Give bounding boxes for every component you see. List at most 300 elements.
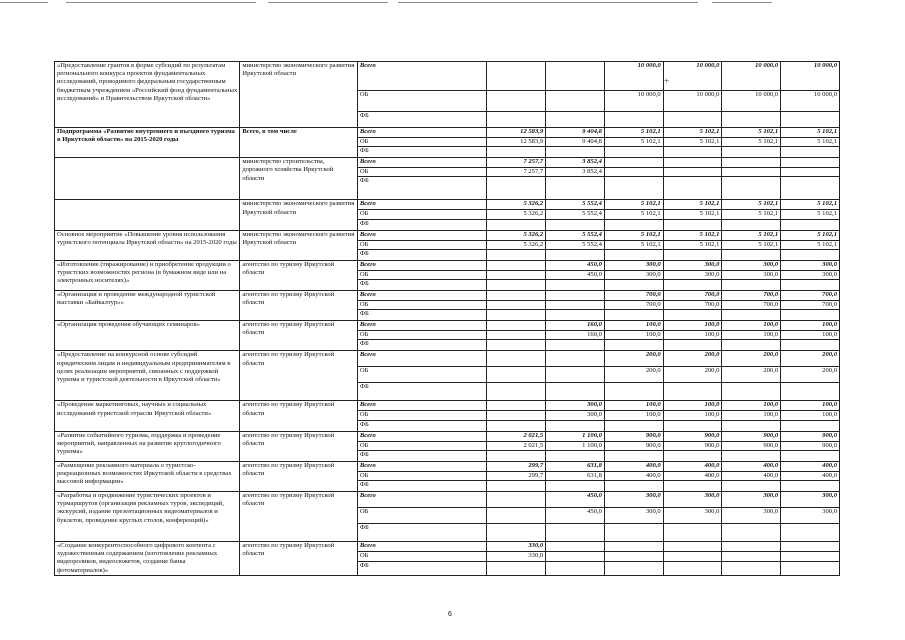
amount-cell: 100,0 — [781, 321, 840, 331]
amount-cell — [722, 177, 781, 200]
amount-cell — [781, 219, 840, 230]
amount-cell — [722, 542, 781, 552]
amount-cell — [663, 552, 722, 561]
amount-cell — [781, 383, 840, 401]
amount-cell — [604, 249, 663, 260]
table-row — [55, 158, 840, 168]
amount-cell: 5 102,1 — [722, 128, 781, 138]
amount-cell: 900,0 — [663, 441, 722, 450]
amount-cell: 10 000,0 — [663, 91, 722, 112]
amount-cell — [546, 112, 605, 128]
amount-cell — [604, 383, 663, 401]
measure-name-cell: «Размещение рекламного материала о туристско-рекреационных возможностях Иркутской области в средствах массовой информации» — [55, 461, 240, 491]
amount-cell: 400,0 — [722, 461, 781, 471]
table-row — [55, 401, 840, 411]
amount-cell — [546, 62, 605, 91]
table-row — [55, 542, 840, 552]
amount-cell: 7 257,7 — [487, 158, 546, 168]
measure-name-cell: «Предоставление на конкурсной основе субсидий юридическим лицам и индивидуальным предпринимателям в целях реализации мероприятий, связанных с поддержкой туризма и туристской деятельности в Иркутской области» — [55, 351, 240, 401]
amount-cell: 330,0 — [487, 542, 546, 552]
amount-cell: 300,0 — [781, 508, 840, 524]
amount-cell — [604, 481, 663, 492]
funding-source-cell: ФБ — [357, 310, 487, 321]
funding-source-cell: ФБ — [357, 340, 487, 351]
amount-cell: 400,0 — [663, 461, 722, 471]
funding-source-cell: ФБ — [357, 147, 487, 158]
amount-cell: 300,0 — [722, 492, 781, 508]
amount-cell — [781, 552, 840, 561]
amount-cell: 300,0 — [781, 492, 840, 508]
amount-cell — [546, 524, 605, 542]
funding-source-cell: ФБ — [357, 177, 487, 200]
amount-cell — [487, 280, 546, 291]
amount-cell — [781, 450, 840, 461]
amount-cell: 5 326,2 — [487, 230, 546, 240]
amount-cell — [663, 561, 722, 575]
amount-cell — [722, 219, 781, 230]
funding-source-cell: ФБ — [357, 383, 487, 401]
amount-cell — [604, 542, 663, 552]
amount-cell — [722, 310, 781, 321]
funding-source-cell: Всего — [357, 431, 487, 441]
amount-cell — [487, 219, 546, 230]
amount-cell — [604, 420, 663, 431]
amount-cell: 100,0 — [722, 411, 781, 420]
amount-cell: 100,0 — [604, 331, 663, 340]
funding-source-cell: ФБ — [357, 249, 487, 260]
amount-cell — [722, 383, 781, 401]
amount-cell — [546, 301, 605, 310]
amount-cell: 400,0 — [781, 471, 840, 480]
amount-cell: 300,0 — [546, 401, 605, 411]
amount-cell: 450,0 — [546, 508, 605, 524]
measure-name-cell: «Изготовление (тиражирование) и приобретение продукции о туристских возможностях региона (в бумажном виде или на электронных носителях)» — [55, 260, 240, 290]
amount-cell — [487, 331, 546, 340]
measure-name-cell — [55, 200, 240, 230]
amount-cell: 900,0 — [663, 431, 722, 441]
amount-cell: 12 583,9 — [487, 128, 546, 138]
funding-source-cell: ОБ — [357, 411, 487, 420]
measure-name-cell: «Развитие событийного туризма, поддержка и проведение мероприятий, направленных на развитие круглогодичного туризма» — [55, 431, 240, 461]
table-row — [55, 230, 840, 240]
amount-cell: 9 404,8 — [546, 128, 605, 138]
amount-cell — [546, 219, 605, 230]
amount-cell: 900,0 — [604, 431, 663, 441]
amount-cell — [604, 450, 663, 461]
amount-cell: 5 326,2 — [487, 200, 546, 210]
amount-cell — [604, 177, 663, 200]
amount-cell: 5 552,4 — [546, 200, 605, 210]
amount-cell — [487, 450, 546, 461]
amount-cell — [604, 112, 663, 128]
amount-cell — [722, 552, 781, 561]
funding-source-cell: Всего — [357, 128, 487, 138]
amount-cell: 300,0 — [722, 508, 781, 524]
funding-source-cell: ОБ — [357, 270, 487, 279]
executor-cell: агентство по туризму Иркутской области — [240, 401, 357, 431]
amount-cell: 100,0 — [781, 331, 840, 340]
amount-cell — [487, 291, 546, 301]
funding-source-cell: ФБ — [357, 219, 487, 230]
amount-cell: 400,0 — [663, 471, 722, 480]
amount-cell: 160,0 — [546, 331, 605, 340]
amount-cell — [546, 367, 605, 383]
margin-mark: + — [664, 76, 670, 86]
funding-source-cell: ОБ — [357, 210, 487, 219]
amount-cell — [487, 147, 546, 158]
amount-cell: 200,0 — [663, 351, 722, 367]
executor-cell: министерство строительства, дорожного хозяйства Иркутской области — [240, 158, 357, 200]
table-row — [55, 200, 840, 210]
amount-cell — [663, 420, 722, 431]
amount-cell: 5 102,1 — [604, 200, 663, 210]
amount-cell: 100,0 — [663, 401, 722, 411]
funding-source-cell: ОБ — [357, 168, 487, 177]
funding-source-cell: ОБ — [357, 508, 487, 524]
amount-cell — [546, 481, 605, 492]
amount-cell: 5 102,1 — [663, 210, 722, 219]
amount-cell: 100,0 — [604, 321, 663, 331]
funding-source-cell: ФБ — [357, 450, 487, 461]
amount-cell — [487, 249, 546, 260]
executor-cell: министерство экономического развития Иркутской области — [240, 200, 357, 230]
funding-source-cell: Всего — [357, 62, 487, 91]
amount-cell — [663, 481, 722, 492]
amount-cell: 10 000,0 — [722, 62, 781, 91]
funding-source-cell: Всего — [357, 492, 487, 508]
funding-source-cell: ОБ — [357, 367, 487, 383]
table-row — [55, 461, 840, 471]
funding-source-cell: ФБ — [357, 280, 487, 291]
amount-cell — [663, 310, 722, 321]
amount-cell — [487, 524, 546, 542]
amount-cell: 5 102,1 — [722, 230, 781, 240]
amount-cell: 9 404,8 — [546, 138, 605, 147]
amount-cell — [487, 340, 546, 351]
amount-cell: 5 102,1 — [781, 210, 840, 219]
amount-cell: 900,0 — [781, 431, 840, 441]
budget-table — [54, 61, 840, 576]
amount-cell — [781, 112, 840, 128]
amount-cell: 700,0 — [663, 291, 722, 301]
amount-cell: 12 583,9 — [487, 138, 546, 147]
amount-cell — [546, 177, 605, 200]
amount-cell — [546, 291, 605, 301]
amount-cell: 200,0 — [722, 351, 781, 367]
amount-cell — [487, 401, 546, 411]
table-row — [55, 492, 840, 508]
amount-cell — [546, 420, 605, 431]
amount-cell: 160,0 — [546, 321, 605, 331]
table-row — [55, 431, 840, 441]
amount-cell: 700,0 — [781, 291, 840, 301]
amount-cell — [487, 260, 546, 270]
amount-cell: 10 000,0 — [604, 62, 663, 91]
amount-cell — [487, 62, 546, 91]
amount-cell: 900,0 — [604, 441, 663, 450]
amount-cell: 5 326,2 — [487, 210, 546, 219]
amount-cell: 5 102,1 — [722, 200, 781, 210]
amount-cell — [663, 219, 722, 230]
amount-cell: 300,0 — [604, 260, 663, 270]
amount-cell — [663, 112, 722, 128]
funding-source-cell: Всего — [357, 230, 487, 240]
amount-cell: 300,0 — [722, 270, 781, 279]
amount-cell — [487, 321, 546, 331]
amount-cell: 100,0 — [663, 411, 722, 420]
funding-source-cell: ФБ — [357, 420, 487, 431]
funding-source-cell: ОБ — [357, 91, 487, 112]
amount-cell: 5 102,1 — [781, 240, 840, 249]
amount-cell — [487, 383, 546, 401]
amount-cell: 5 102,1 — [604, 138, 663, 147]
funding-source-cell: ОБ — [357, 552, 487, 561]
funding-source-cell: ФБ — [357, 481, 487, 492]
executor-cell: агентство по туризму Иркутской области — [240, 492, 357, 542]
amount-cell: 5 102,1 — [781, 138, 840, 147]
amount-cell — [487, 481, 546, 492]
amount-cell — [781, 542, 840, 552]
amount-cell: 5 102,1 — [722, 240, 781, 249]
amount-cell: 5 102,1 — [781, 230, 840, 240]
amount-cell — [546, 351, 605, 367]
executor-cell: агентство по туризму Иркутской области — [240, 461, 357, 491]
executor-cell: агентство по туризму Иркутской области — [240, 431, 357, 461]
amount-cell — [546, 280, 605, 291]
scan-top-edge — [0, 2, 905, 3]
amount-cell — [781, 158, 840, 168]
measure-name-cell: «Проведение маркетинговых, научных и социальных исследований туристской отрасли Иркутской области» — [55, 401, 240, 431]
amount-cell — [722, 420, 781, 431]
amount-cell — [604, 310, 663, 321]
amount-cell: 100,0 — [722, 331, 781, 340]
amount-cell — [546, 91, 605, 112]
amount-cell — [604, 340, 663, 351]
amount-cell — [781, 420, 840, 431]
amount-cell: 300,0 — [663, 270, 722, 279]
table-row — [55, 128, 840, 138]
amount-cell: 5 102,1 — [604, 128, 663, 138]
amount-cell — [487, 492, 546, 508]
amount-cell — [546, 561, 605, 575]
amount-cell — [722, 340, 781, 351]
amount-cell: 631,8 — [546, 461, 605, 471]
amount-cell — [781, 249, 840, 260]
amount-cell: 200,0 — [604, 351, 663, 367]
amount-cell — [722, 280, 781, 291]
amount-cell: 700,0 — [781, 301, 840, 310]
amount-cell: 200,0 — [663, 367, 722, 383]
funding-source-cell: Всего — [357, 351, 487, 367]
amount-cell — [722, 450, 781, 461]
amount-cell: 300,0 — [663, 260, 722, 270]
amount-cell — [781, 177, 840, 200]
amount-cell — [781, 481, 840, 492]
amount-cell: 5 102,1 — [604, 240, 663, 249]
funding-source-cell: Всего — [357, 291, 487, 301]
measure-name-cell — [55, 158, 240, 200]
table-row — [55, 62, 840, 91]
amount-cell: 5 102,1 — [663, 230, 722, 240]
amount-cell — [546, 552, 605, 561]
executor-cell: агентство по туризму Иркутской области — [240, 542, 357, 576]
amount-cell — [546, 340, 605, 351]
funding-source-cell: ОБ — [357, 301, 487, 310]
amount-cell: 200,0 — [722, 367, 781, 383]
amount-cell: 10 000,0 — [722, 91, 781, 112]
amount-cell: 300,0 — [781, 260, 840, 270]
amount-cell: 10 000,0 — [604, 91, 663, 112]
amount-cell: 300,0 — [722, 260, 781, 270]
amount-cell: 1 100,0 — [546, 441, 605, 450]
amount-cell — [487, 351, 546, 367]
amount-cell: 450,0 — [546, 492, 605, 508]
funding-source-cell: ФБ — [357, 524, 487, 542]
executor-cell: министерство экономического развития Иркутской области — [240, 230, 357, 260]
amount-cell — [781, 340, 840, 351]
amount-cell — [604, 168, 663, 177]
amount-cell: 2 021,5 — [487, 441, 546, 450]
amount-cell — [487, 91, 546, 112]
funding-source-cell: ОБ — [357, 441, 487, 450]
amount-cell: 5 102,1 — [663, 138, 722, 147]
amount-cell: 100,0 — [604, 411, 663, 420]
amount-cell — [487, 177, 546, 200]
amount-cell — [546, 147, 605, 158]
amount-cell: 400,0 — [722, 471, 781, 480]
amount-cell: 100,0 — [663, 321, 722, 331]
table-row — [55, 260, 840, 270]
amount-cell — [781, 280, 840, 291]
amount-cell: 300,0 — [663, 508, 722, 524]
amount-cell — [487, 561, 546, 575]
amount-cell: 5 102,1 — [604, 210, 663, 219]
amount-cell — [663, 158, 722, 168]
amount-cell: 700,0 — [722, 291, 781, 301]
amount-cell: 100,0 — [722, 401, 781, 411]
amount-cell: 100,0 — [604, 401, 663, 411]
executor-cell: Всего, в том числе — [240, 128, 357, 158]
funding-source-cell: Всего — [357, 401, 487, 411]
amount-cell — [663, 168, 722, 177]
amount-cell: 5 102,1 — [781, 200, 840, 210]
amount-cell — [722, 481, 781, 492]
amount-cell: 3 852,4 — [546, 158, 605, 168]
amount-cell: 450,0 — [546, 260, 605, 270]
amount-cell: 450,0 — [546, 270, 605, 279]
amount-cell: 400,0 — [781, 461, 840, 471]
funding-source-cell: Всего — [357, 461, 487, 471]
amount-cell: 300,0 — [604, 508, 663, 524]
amount-cell: 400,0 — [604, 471, 663, 480]
funding-source-cell: ОБ — [357, 138, 487, 147]
amount-cell — [722, 249, 781, 260]
amount-cell: 900,0 — [722, 441, 781, 450]
table-row — [55, 351, 840, 367]
amount-cell: 10 000,0 — [781, 62, 840, 91]
amount-cell — [546, 542, 605, 552]
executor-cell: министерство экономического развития Иркутской области — [240, 62, 357, 128]
amount-cell: 100,0 — [663, 331, 722, 340]
amount-cell — [487, 270, 546, 279]
amount-cell: 5 102,1 — [663, 200, 722, 210]
amount-cell: 300,0 — [604, 492, 663, 508]
table-row — [55, 321, 840, 331]
amount-cell: 400,0 — [604, 461, 663, 471]
executor-cell: агентство по туризму Иркутской области — [240, 291, 357, 321]
amount-cell — [722, 158, 781, 168]
amount-cell — [722, 147, 781, 158]
amount-cell — [663, 542, 722, 552]
amount-cell — [487, 420, 546, 431]
amount-cell: 5 102,1 — [722, 210, 781, 219]
amount-cell — [546, 450, 605, 461]
amount-cell: 300,0 — [663, 492, 722, 508]
funding-source-cell: ОБ — [357, 471, 487, 480]
amount-cell: 1 100,0 — [546, 431, 605, 441]
amount-cell: 200,0 — [781, 367, 840, 383]
measure-name-cell: Основное мероприятие «Повышение уровня использования туристского потенциала Иркутской области» на 2015-2020 годы — [55, 230, 240, 260]
amount-cell — [663, 340, 722, 351]
amount-cell — [604, 552, 663, 561]
amount-cell: 2 021,5 — [487, 431, 546, 441]
measure-name-cell: «Организация и проведение международной туристской выставки «Байкалтур»» — [55, 291, 240, 321]
amount-cell: 631,8 — [546, 471, 605, 480]
amount-cell: 100,0 — [722, 321, 781, 331]
amount-cell — [722, 524, 781, 542]
funding-source-cell: ОБ — [357, 240, 487, 249]
funding-source-cell: Всего — [357, 321, 487, 331]
measure-name-cell: «Организация проведения обучающих семинаров» — [55, 321, 240, 351]
amount-cell — [604, 280, 663, 291]
funding-source-cell: Всего — [357, 260, 487, 270]
executor-cell: агентство по туризму Иркутской области — [240, 351, 357, 401]
amount-cell — [604, 561, 663, 575]
executor-cell: агентство по туризму Иркутской области — [240, 260, 357, 290]
amount-cell — [781, 561, 840, 575]
amount-cell: 5 102,1 — [663, 128, 722, 138]
amount-cell — [663, 147, 722, 158]
amount-cell: 5 326,2 — [487, 240, 546, 249]
amount-cell: 5 552,4 — [546, 230, 605, 240]
amount-cell — [781, 524, 840, 542]
amount-cell — [722, 112, 781, 128]
amount-cell: 100,0 — [781, 411, 840, 420]
amount-cell — [781, 168, 840, 177]
amount-cell — [663, 280, 722, 291]
amount-cell — [487, 367, 546, 383]
amount-cell: 5 552,4 — [546, 210, 605, 219]
amount-cell: 700,0 — [604, 291, 663, 301]
amount-cell — [487, 310, 546, 321]
measure-name-cell: Подпрограмма «Развитие внутреннего и въездного туризма в Иркутской области» на 2015-2020 годы — [55, 128, 240, 158]
funding-source-cell: ФБ — [357, 561, 487, 575]
amount-cell: 10 000,0 — [781, 91, 840, 112]
funding-source-cell: Всего — [357, 542, 487, 552]
amount-cell — [487, 411, 546, 420]
amount-cell: 7 257,7 — [487, 168, 546, 177]
amount-cell: 700,0 — [722, 301, 781, 310]
funding-source-cell: ФБ — [357, 112, 487, 128]
amount-cell — [722, 561, 781, 575]
funding-source-cell: Всего — [357, 158, 487, 168]
amount-cell: 5 552,4 — [546, 240, 605, 249]
amount-cell — [487, 508, 546, 524]
amount-cell — [546, 383, 605, 401]
page-number: 6 — [448, 611, 452, 618]
amount-cell — [546, 249, 605, 260]
amount-cell: 200,0 — [781, 351, 840, 367]
